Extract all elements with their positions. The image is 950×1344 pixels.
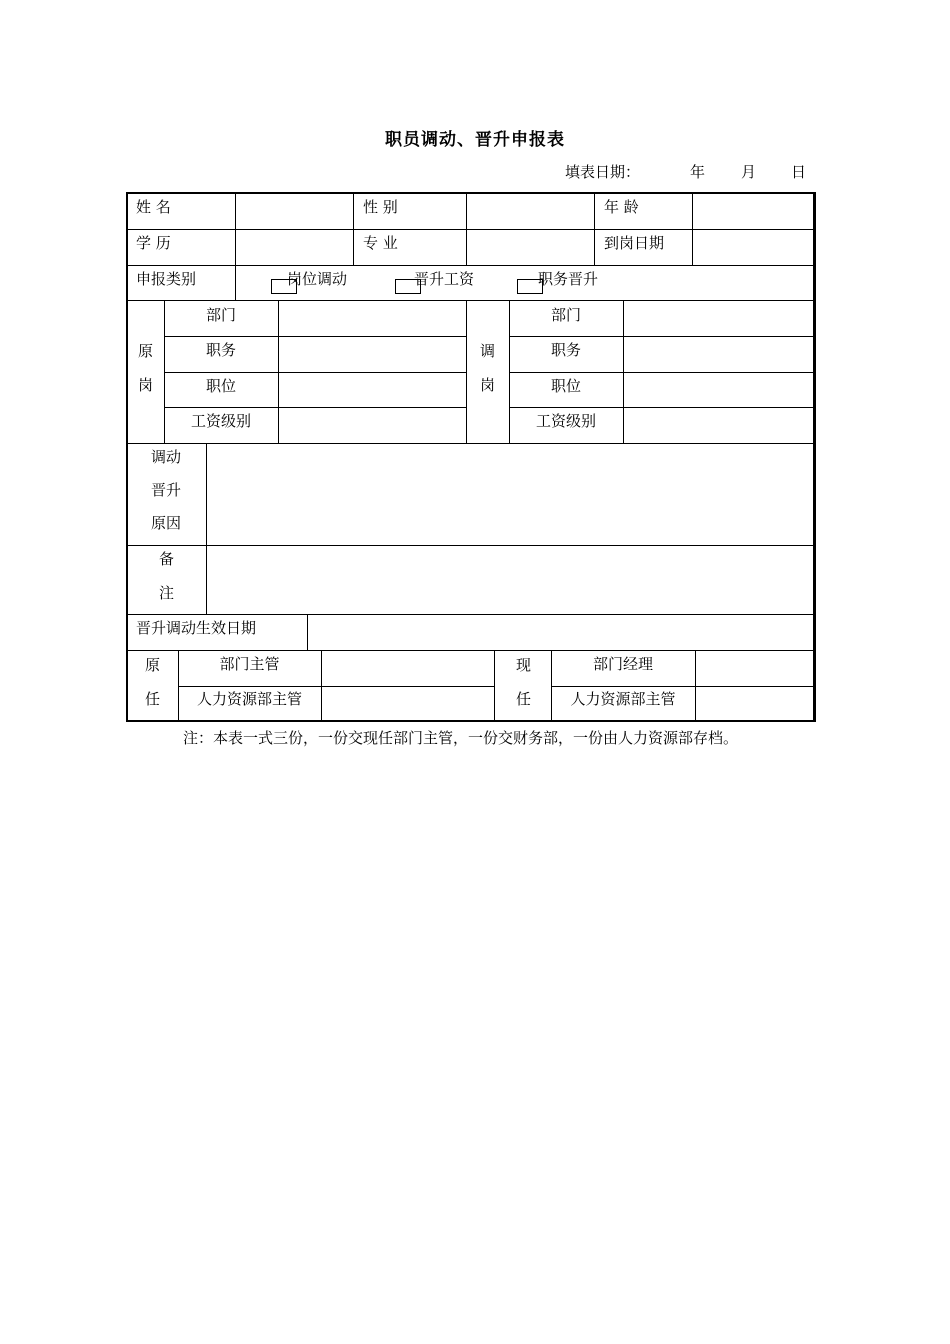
original-dept-label: 部门	[205, 306, 236, 324]
original-position-field[interactable]	[279, 373, 466, 407]
major-label: 专 业	[363, 234, 398, 252]
reason-label-line-1: 调动	[151, 448, 182, 466]
current-dept-manager-sign[interactable]	[696, 651, 813, 686]
original-duty-field[interactable]	[279, 337, 466, 372]
effective-date-label: 晋升调动生效日期	[136, 619, 257, 637]
reason-label-line-3: 原因	[151, 514, 182, 532]
option-salary-checkbox[interactable]	[395, 279, 421, 294]
original-dept-field[interactable]	[279, 301, 466, 336]
remark-label-line-1: 备	[159, 550, 175, 568]
option-transfer-checkbox[interactable]	[271, 279, 297, 294]
current-dept-manager-label: 部门经理	[592, 655, 653, 673]
fill-date-label: 填表日期：	[565, 163, 641, 181]
name-field[interactable]	[236, 193, 353, 229]
original-position-label: 职位	[205, 377, 236, 395]
fill-date-month: 月	[741, 163, 757, 181]
col-divider	[353, 192, 354, 265]
fill-date-line	[0, 161, 950, 181]
new-duty-label: 职务	[550, 341, 581, 359]
new-dept-label: 部门	[550, 306, 581, 324]
effective-date-field[interactable]	[308, 615, 813, 650]
current-char-1: 现	[516, 656, 532, 674]
option-transfer-label: 岗位调动	[287, 270, 348, 288]
former-dept-head-label: 部门主管	[219, 655, 280, 673]
option-promotion-label: 职务晋升	[538, 270, 599, 288]
col-divider	[466, 300, 467, 443]
former-dept-head-sign[interactable]	[322, 651, 494, 686]
reason-label-line-2: 晋升	[151, 481, 182, 499]
col-divider	[235, 265, 236, 300]
row-divider	[178, 721, 494, 722]
original-duty-label: 职务	[205, 341, 236, 359]
new-position-field[interactable]	[624, 373, 813, 407]
age-label: 年 龄	[604, 198, 639, 216]
gender-label: 性 别	[363, 198, 398, 216]
remark-field[interactable]	[207, 546, 813, 614]
new-salary-grade-label: 工资级别	[535, 412, 596, 430]
original-post-char-2: 岗	[138, 376, 154, 394]
new-position-label: 职位	[550, 377, 581, 395]
current-hr-head-sign[interactable]	[696, 687, 813, 721]
current-hr-head-label: 人力资源部主管	[570, 690, 676, 708]
new-duty-field[interactable]	[624, 337, 813, 372]
former-char-2: 任	[145, 690, 161, 708]
current-char-2: 任	[516, 690, 532, 708]
reason-field[interactable]	[207, 444, 813, 545]
fill-date-day: 日	[791, 163, 807, 181]
col-divider	[494, 650, 495, 722]
age-field[interactable]	[693, 193, 813, 229]
original-post-char-1: 原	[138, 342, 154, 360]
footnote: 注：本表一式三份，一份交现任部门主管，一份交财务部，一份由人力资源部存档。	[183, 729, 739, 747]
col-divider	[594, 192, 595, 265]
education-label: 学 历	[136, 234, 171, 252]
fill-date-year: 年	[690, 163, 706, 181]
arrival-date-label: 到岗日期	[604, 234, 665, 252]
option-promotion-checkbox[interactable]	[517, 279, 543, 294]
new-salary-grade-field[interactable]	[624, 408, 813, 443]
new-post-char-2: 岗	[480, 376, 496, 394]
former-char-1: 原	[145, 656, 161, 674]
gender-field[interactable]	[467, 193, 594, 229]
original-salary-grade-field[interactable]	[279, 408, 466, 443]
original-salary-grade-label: 工资级别	[190, 412, 251, 430]
report-type-label: 申报类别	[136, 270, 197, 288]
option-salary-label: 晋升工资	[414, 270, 475, 288]
new-post-char-1: 调	[480, 342, 496, 360]
former-hr-head-sign[interactable]	[322, 687, 494, 721]
major-field[interactable]	[467, 230, 594, 265]
name-label: 姓 名	[136, 198, 171, 216]
arrival-date-field[interactable]	[693, 230, 813, 265]
former-hr-head-label: 人力资源部主管	[196, 690, 302, 708]
remark-label-line-2: 注	[159, 584, 175, 602]
row-divider	[126, 265, 816, 266]
form-title: 职员调动、晋升申报表	[385, 130, 565, 150]
new-dept-field[interactable]	[624, 301, 813, 336]
education-field[interactable]	[236, 230, 353, 265]
